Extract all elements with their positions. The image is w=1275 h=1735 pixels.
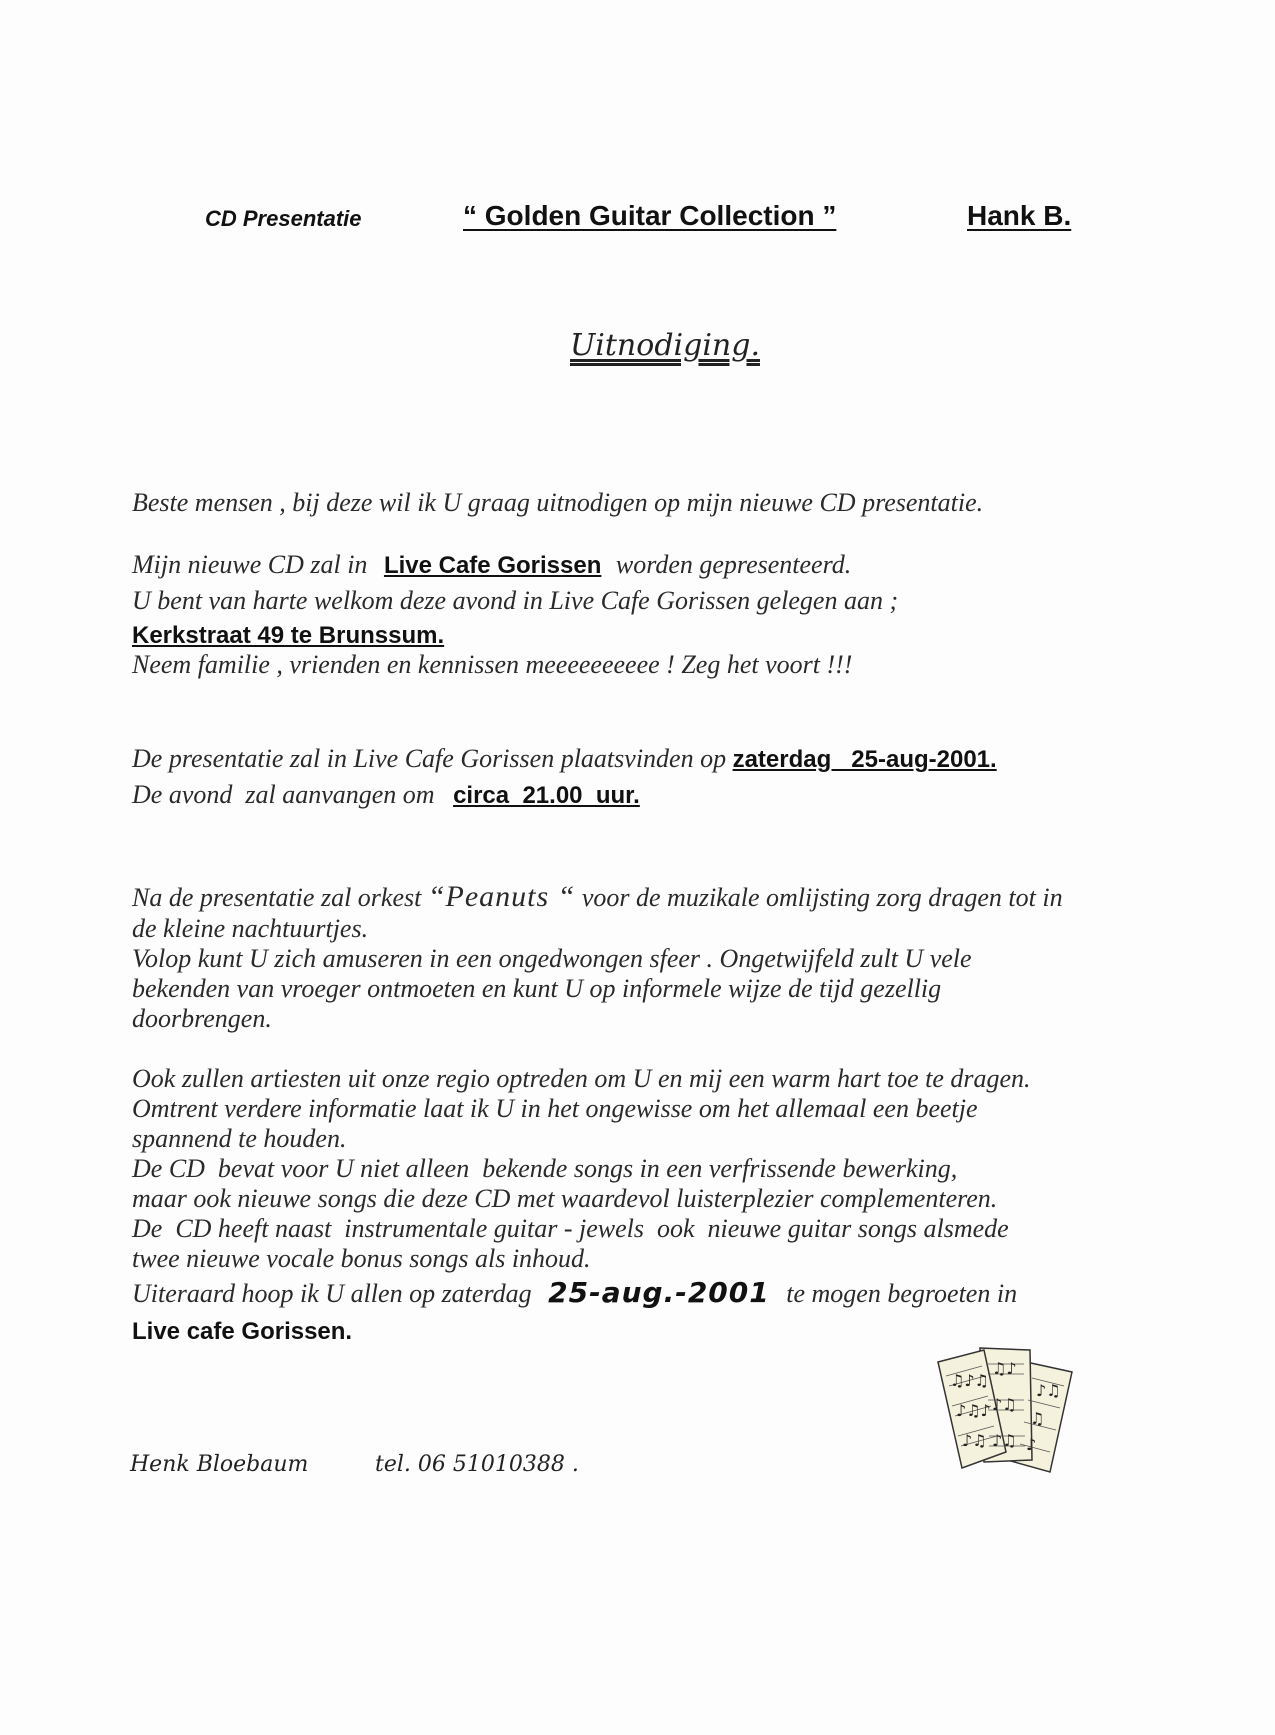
body-line-19 xyxy=(132,1276,1017,1309)
band-name: “Peanuts “ xyxy=(427,880,576,913)
closing-date: 25-aug.-2001 xyxy=(548,1276,770,1309)
body-line-18: twee nieuwe vocale bonus songs als inhoud. xyxy=(132,1244,591,1273)
body-line-16: maar ook nieuwe songs die deze CD met waardevol luisterplezier complementeren. xyxy=(132,1184,998,1213)
body-line-6 xyxy=(132,780,640,810)
svg-text:♪♫: ♪♫ xyxy=(962,1431,987,1450)
body-line-7 xyxy=(132,880,1063,914)
text-span: Na de presentatie zal orkest xyxy=(132,883,422,912)
body-line-5 xyxy=(132,744,997,774)
svg-text:♫: ♫ xyxy=(1030,1409,1045,1428)
svg-text:♪♫♪: ♪♫♪ xyxy=(956,1401,991,1420)
text-span: te mogen begroeten in xyxy=(786,1279,1018,1308)
svg-text:♪♫: ♪♫ xyxy=(992,1431,1017,1450)
svg-text:♫♪♫: ♫♪♫ xyxy=(950,1371,989,1390)
address-line xyxy=(132,620,444,650)
signature-phone: tel. 06 51010388 . xyxy=(375,1452,579,1477)
body-line-9: Volop kunt U zich amuseren in een ongedwongen sfeer . Ongetwijfeld zult U vele xyxy=(132,944,972,973)
body-line-3: U bent van harte welkom deze avond in Live Cafe Gorissen gelegen aan ; xyxy=(132,586,899,615)
body-line-10: bekenden van vroeger ontmoeten en kunt U op informele wijze de tijd gezellig xyxy=(132,974,942,1003)
body-line-8: de kleine nachtuurtjes. xyxy=(132,914,369,943)
text-span: Mijn nieuwe CD zal in xyxy=(132,550,368,579)
text-span: voor de muzikale omlijsting zorg dragen tot in xyxy=(581,883,1063,912)
body-line-4: Neem familie , vrienden en kennissen meeeeeeeeee ! Zeg het voort !!! xyxy=(132,650,853,679)
closing-venue: Live cafe Gorissen. xyxy=(132,1318,353,1345)
document-header xyxy=(205,200,1105,240)
signature-name: Henk Bloebaum xyxy=(130,1452,309,1477)
text-span: De presentatie zal in Live Cafe Gorissen plaatsvinden op xyxy=(132,744,727,773)
body-line-17: De CD heeft naast instrumentale guitar - jewels ook nieuwe guitar songs alsmede xyxy=(132,1214,1009,1243)
sheet-music-icon xyxy=(932,1340,1092,1480)
svg-text:♪♫: ♪♫ xyxy=(1036,1381,1061,1400)
body-line-1: Beste mensen , bij deze wil ik U graag uitnodigen op mijn nieuwe CD presentatie. xyxy=(132,488,984,517)
text-span: De avond zal aanvangen om xyxy=(132,780,435,809)
body-line-12: Ook zullen artiesten uit onze regio optreden om U en mij een warm hart toe te dragen. xyxy=(132,1064,1031,1093)
closing-line xyxy=(132,1316,352,1346)
event-date: zaterdag 25-aug-2001. xyxy=(732,746,997,773)
venue-name: Live Cafe Gorissen xyxy=(383,552,602,579)
text-span: Uiteraard hoop ik U allen op zaterdag xyxy=(132,1279,532,1308)
svg-text:♪♫: ♪♫ xyxy=(992,1395,1017,1414)
body-line-11: doorbrengen. xyxy=(132,1004,272,1033)
invitation-heading: Uitnodiging. xyxy=(570,328,760,363)
body-line-14: spannend te houden. xyxy=(132,1124,347,1153)
body-line-15: De CD bevat voor U niet alleen bekende songs in een verfrissende bewerking, xyxy=(132,1154,958,1183)
venue-address: Kerkstraat 49 te Brunssum. xyxy=(132,622,445,649)
svg-text:♫♪: ♫♪ xyxy=(992,1359,1017,1378)
artist-name: Hank B. xyxy=(967,200,1072,231)
cd-presentatie-label: CD Presentatie xyxy=(205,206,362,231)
text-span: worden gepresenteerd. xyxy=(615,550,852,579)
svg-text:♪: ♪ xyxy=(1026,1435,1037,1454)
event-time: circa 21.00 uur. xyxy=(453,782,640,809)
body-line-13: Omtrent verdere informatie laat ik U in het ongewisse om het allemaal een beetje xyxy=(132,1094,978,1123)
album-title: “ Golden Guitar Collection ” xyxy=(463,200,837,231)
body-line-2 xyxy=(132,550,851,580)
